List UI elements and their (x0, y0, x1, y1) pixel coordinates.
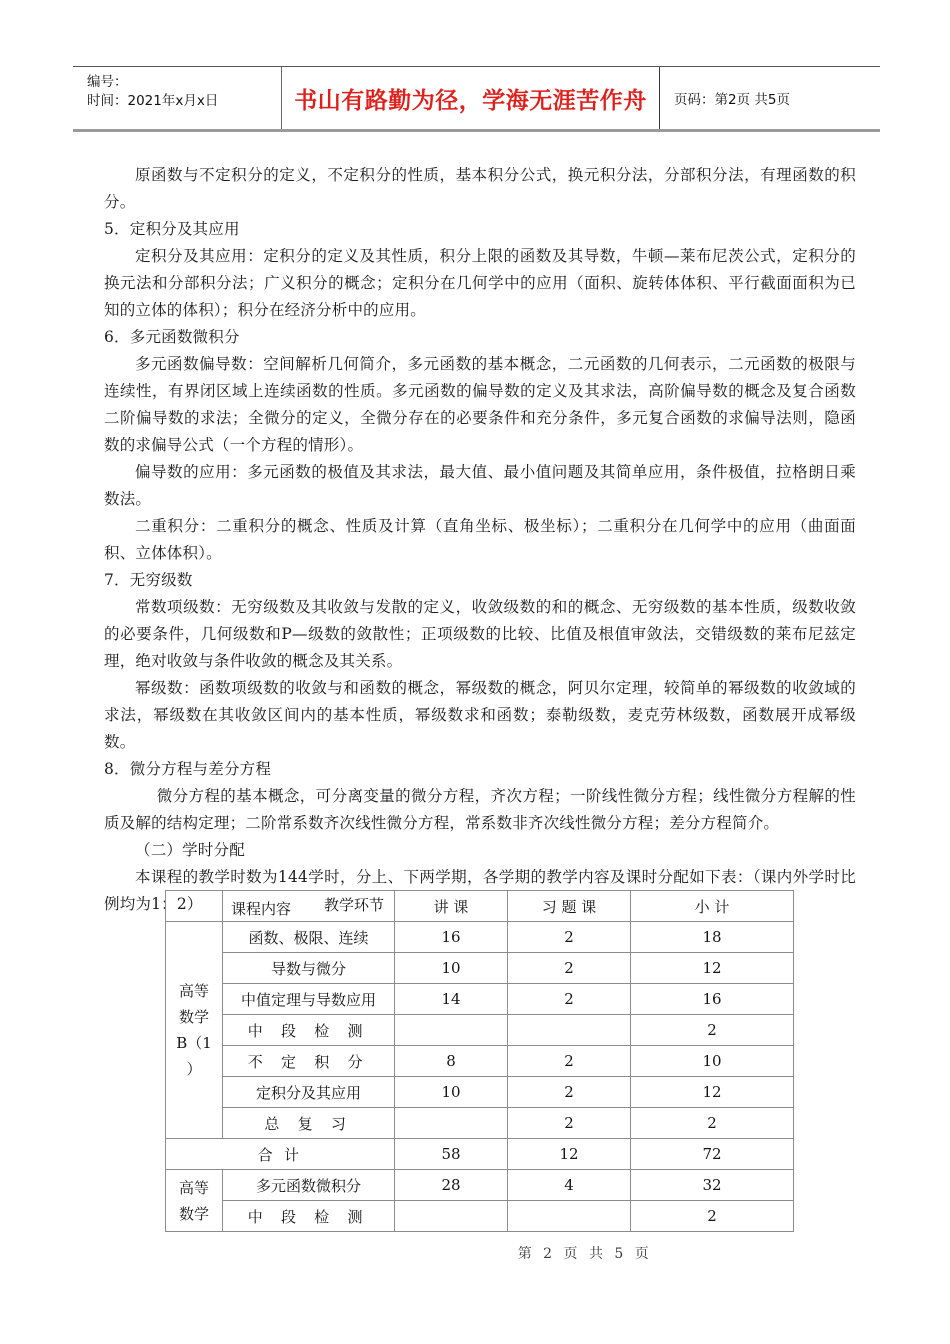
row-exercise-cell (508, 1015, 631, 1046)
body-paragraph: 微分方程的基本概念，可分离变量的微分方程，齐次方程；一阶线性微分方程；线性微分方程解的性质及解的结构定理；二阶常系数齐次线性微分方程，常系数非齐次线性微分方程；差分方程简介。 (104, 787, 856, 832)
row-exercise-cell: 2 (508, 953, 631, 984)
body-paragraph: 常数项级数：无穷级数及其收敛与发散的定义，收敛级数的和的概念、无穷级数的基本性质，级数收敛的必要条件，几何级数和P—级数的敛散性；正项级数的比较、比值及根值审敛法，交错级数的莱布尼兹定理，绝对收敛与条件收敛的概念及其关系。 (104, 598, 856, 670)
body-paragraph: 5．定积分及其应用 (104, 220, 240, 238)
row-content-cell: 总 复 习 (223, 1108, 395, 1139)
body-paragraph: 8．微分方程与差分方程 (104, 760, 272, 778)
row-subtotal-cell: 12 (631, 1077, 794, 1108)
total-exercise-cell: 12 (508, 1139, 631, 1170)
row-exercise-cell: 2 (508, 984, 631, 1015)
body-paragraph: 偏导数的应用：多元函数的极值及其求法，最大值、最小值问题及其简单应用，条件极值，拉格朗日乘数法。 (104, 463, 856, 508)
row-subtotal-cell: 18 (631, 922, 794, 953)
document-body (104, 162, 856, 918)
header-motto-cell (282, 67, 660, 129)
table-total-row (166, 1139, 794, 1170)
row-content-cell: 导数与微分 (223, 953, 395, 984)
group2-label-line: 数学 (178, 1204, 209, 1223)
row-lecture-cell (395, 1015, 508, 1046)
table-row (166, 1108, 794, 1139)
table-row (166, 1015, 794, 1046)
row-subtotal-cell: 2 (631, 1015, 794, 1046)
hours-allocation-table (165, 890, 794, 1232)
row-exercise-cell: 2 (508, 1077, 631, 1108)
group-label-line: 数学 (178, 1008, 209, 1026)
row-exercise-cell (508, 1201, 631, 1232)
row-subtotal-cell: 32 (631, 1170, 794, 1201)
group2-label-cell (166, 1170, 223, 1232)
table-row (166, 1201, 794, 1232)
header-teaching-stage-label: 教学环节 (323, 896, 384, 914)
body-paragraph: 多元函数偏导数：空间解析几何简介，多元函数的基本概念，二元函数的几何表示，二元函数的极限与连续性，有界闭区域上连续函数的性质。多元函数的偏导数的定义及其求法，高阶偏导数的概念及复合函数二阶偏导数的求法；全微分的定义，全微分存在的必要条件和充分条件，多元复合函数的求偏导法则，隐函数的求偏导公式（一个方程的情形）。 (104, 355, 856, 454)
group-label-line: 高等 (178, 982, 209, 1000)
body-paragraph: 7．无穷级数 (104, 571, 193, 589)
total-subtotal-cell: 72 (631, 1139, 794, 1170)
row-content-cell: 中值定理与导数应用 (223, 984, 395, 1015)
row-exercise-cell: 2 (508, 1108, 631, 1139)
body-paragraph: （二）学时分配 (135, 841, 245, 859)
row-content-cell: 中 段 检 测 (223, 1201, 395, 1232)
row-content-cell: 不 定 积 分 (223, 1046, 395, 1077)
row-subtotal-cell: 16 (631, 984, 794, 1015)
body-paragraph: 定积分及其应用：定积分的定义及其性质，积分上限的函数及其导数，牛顿—莱布尼茨公式，定积分的换元法和分部积分法；广义积分的概念；定积分在几何学中的应用（面积、旋转体体积、平行截面面积为已知的立体的体积）；积分在经济分析中的应用。 (104, 247, 856, 319)
group-label-cell (166, 922, 223, 1139)
total-label-cell: 合 计 (166, 1139, 395, 1170)
group2-label-line: 高等 (178, 1178, 209, 1197)
row-content-cell: 定积分及其应用 (223, 1077, 395, 1108)
body-paragraph: 6．多元函数微积分 (104, 328, 240, 346)
row-subtotal-cell: 10 (631, 1046, 794, 1077)
row-lecture-cell (395, 1108, 508, 1139)
row-content-cell: 多元函数微积分 (223, 1170, 395, 1201)
page-header-box (73, 66, 880, 132)
header-page-info: 页码：第2页 共5页 (674, 92, 790, 108)
group-label-line: B（1 (176, 1034, 212, 1052)
page-footer: 第 2 页 共 5 页 (517, 1246, 653, 1262)
table-row (166, 1170, 794, 1201)
header-corner-blank (166, 891, 223, 922)
row-lecture-cell: 16 (395, 922, 508, 953)
row-exercise-cell: 4 (508, 1170, 631, 1201)
row-lecture-cell: 8 (395, 1046, 508, 1077)
body-paragraph: 二重积分：二重积分的概念、性质及计算（直角坐标、极坐标）；二重积分在几何学中的应用（曲面面积、立体体积）。 (104, 517, 856, 562)
doc-time-label: 时间：2021年x月x日 (87, 93, 219, 109)
table-row (166, 922, 794, 953)
table-row (166, 1077, 794, 1108)
body-paragraph: 原函数与不定积分的定义，不定积分的性质，基本积分公式，换元积分法，分部积分法，有理函数的积分。 (104, 166, 856, 211)
row-lecture-cell: 14 (395, 984, 508, 1015)
row-lecture-cell: 28 (395, 1170, 508, 1201)
table-row (166, 953, 794, 984)
row-content-cell: 中 段 检 测 (223, 1015, 395, 1046)
group-label-line: ） (186, 1060, 202, 1078)
header-diagonal-cell (223, 891, 395, 922)
row-lecture-cell (395, 1201, 508, 1232)
row-subtotal-cell: 2 (631, 1108, 794, 1139)
header-left-meta (73, 67, 282, 129)
row-lecture-cell: 10 (395, 953, 508, 984)
table-header-row (166, 891, 794, 922)
hours-allocation-table-wrap (165, 890, 793, 1232)
row-exercise-cell: 2 (508, 1046, 631, 1077)
header-exercise: 习 题 课 (508, 891, 631, 922)
row-subtotal-cell: 2 (631, 1201, 794, 1232)
table-row (166, 984, 794, 1015)
motto-text: 书山有路勤为径，学海无涯苦作舟 (294, 86, 647, 114)
row-subtotal-cell: 12 (631, 953, 794, 984)
total-lecture-cell: 58 (395, 1139, 508, 1170)
header-course-content-label: 课程内容 (231, 900, 292, 918)
table-row (166, 1046, 794, 1077)
row-lecture-cell: 10 (395, 1077, 508, 1108)
body-paragraph: 本课程的教学时数为144学时，分上、下两学期，各学期的教学内容及课时分配如下表：（课内外学时比例均为1：2） (104, 868, 856, 913)
body-paragraph: 幂级数：函数项级数的收敛与和函数的概念，幂级数的概念，阿贝尔定理，较简单的幂级数的收敛域的求法，幂级数在其收敛区间内的基本性质，幂级数求和函数；泰勒级数，麦克劳林级数，函数展开成幂级数。 (104, 679, 856, 751)
row-content-cell: 函数、极限、连续 (223, 922, 395, 953)
doc-number-label: 编号： (87, 74, 128, 90)
header-subtotal: 小 计 (631, 891, 794, 922)
header-lecture: 讲 课 (395, 891, 508, 922)
row-exercise-cell: 2 (508, 922, 631, 953)
